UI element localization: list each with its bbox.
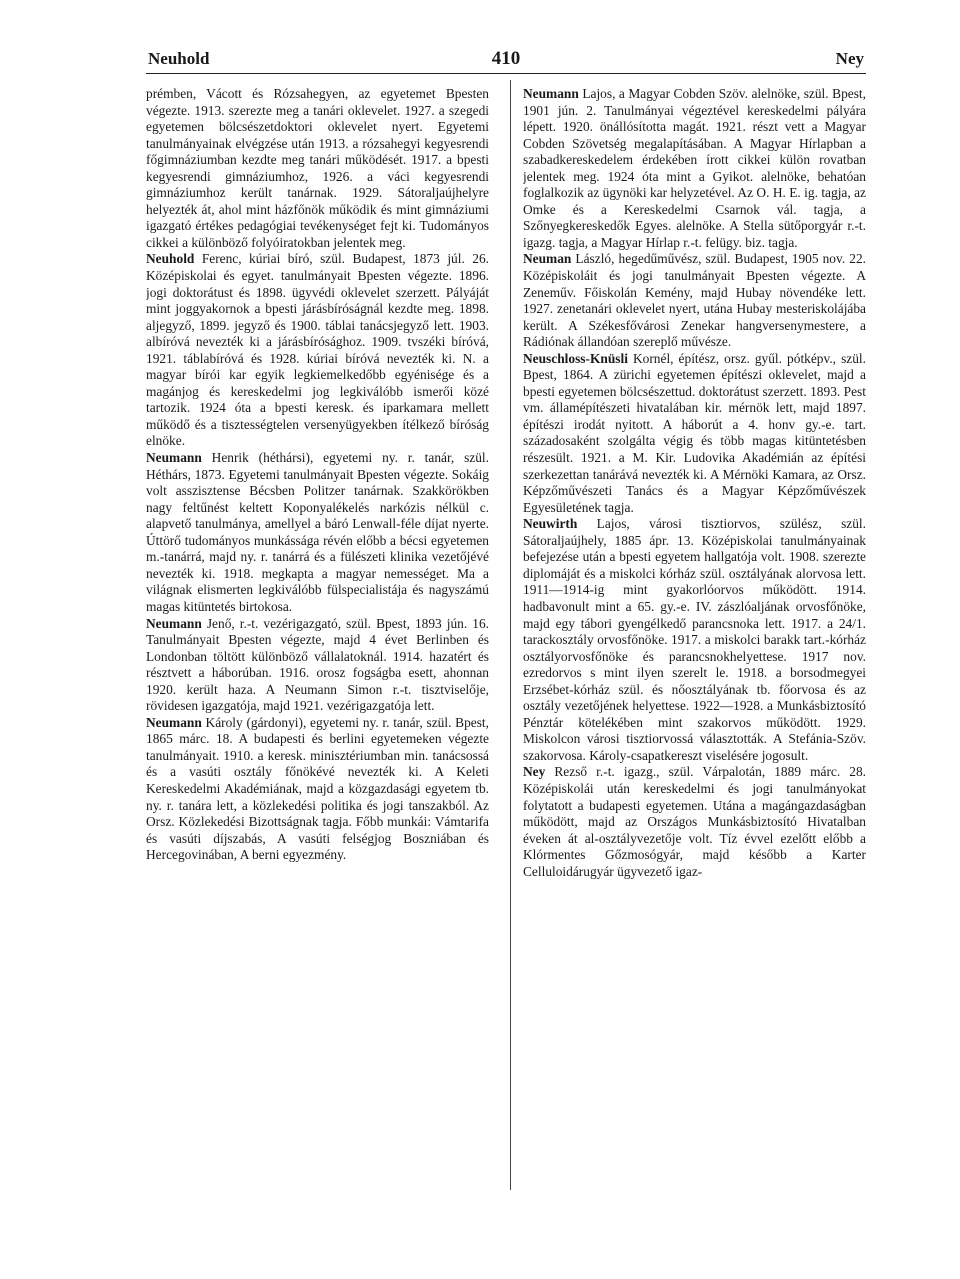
entry-headword: Neuhold: [146, 251, 195, 267]
entry-text: Lajos, a Magyar Cobden Szöv. alelnöke, szül. Bpest, 1901 jún. 2. Tanulmányai végeztével kereskedelmi pályára lépett. 1920. önállósította magát. 1921. részt vett a Magyar Cobden Szövetség megalapításában. A Magyar Hírlapban a szabadkereskedelem érdekében írott cikkei külön rovatban jelentek meg. 1924 óta mint a Gyikot. alelnöke, behatóan foglalkozik az ügynöki kar helyzetével. Az O. H. E. ig. tagja, az Omke és a Kereskedelmi Csarnok vál. tagja, a Szőnyegkereskedők Egyes. alelnöke. A Stella sütőporgyár r.-t. igazg. tagja, a Magyar Hírlap r.-t. felügy. biz. tagja.: [523, 86, 866, 250]
entry-headword: Neumann: [146, 450, 202, 466]
entry-ney-rezso: [523, 764, 866, 880]
entry-text: Jenő, r.-t. vezérigazgató, szül. Bpest, 1893 jún. 16. Tanulmányait Bpesten végezte, majd 4 évet Berlinben és Londonban töltött különböző vállalatoknál. 1914. hazatért és résztvett a háborúban. 1916. orosz fogságba esett, ahonnan 1920. került haza. A Neumann Simon r.-t. tisztviselője, rövidesen igazgatója, majd 1921. vezérigazgatója lett.: [146, 615, 489, 714]
entry-neuschloss-knusli-kornel: [523, 351, 866, 516]
header-right-headword: Ney: [835, 49, 864, 68]
entry-neuhold-ferenc: [146, 251, 489, 450]
entry-neumann-jeno: [146, 616, 489, 715]
entry-text: Ferenc, kúriai bíró, szül. Budapest, 1873 júl. 26. Középiskolai és egyet. tanulmányait Bpesten végezte. 1896. jogi doktorátust és 1898. ügyvédi oklevelet szerzett. Pályáját mint joggyakornok a bpesti járásbíróságnál kezdte meg. 1898. aljegyző, 1899. jegyző és 1900. táblai tanácsjegyző lett. 1903. albíróvá nevezték ki a járásbírósághoz. 1909. tvszéki bíróvá, 1921. táblabíróvá és 1928. kúriai bíróvá nevezték ki. N. a magyar bírói kar egyik legkiemelkedőbb egyénisége és a magánjog és kereskedelmi jog legkiválóbb ismerői közé tartozik. 1924 óta a bpesti keresk. és iparkamara mellett működő és a tisztességtelen versenyügyekben ítélkező bíróság elnöke.: [146, 251, 489, 449]
entry-headword: Neuman: [523, 251, 572, 267]
header-left-headword: Neuhold: [148, 49, 210, 68]
entry-headword: Ney: [523, 764, 546, 780]
entry-neuwirth-lajos: [523, 516, 866, 764]
entry-headword: Neuschloss-Knüsli: [523, 350, 628, 366]
entry-text: Lajos, városi tisztiorvos, szülész, szül. Sátoraljaújhely, 1885 ápr. 13. Középiskolai tanulmányainak befejezése után a bpesti egyetem hallgatója volt. 1908. szerezte diplomáját és a miskolci kórház szül. osztályának alorvosa lett. 1911—1914-ig mint gyakorlóorvos működött. 1914. hadbavonult mint a 65. gy.-e. IV. zászlóaljának orvosfőnöke, majd egy tábori gyengélkedő parancsnoka lett. 1917. a 24/1. tarackosztály orvosfőnöke. 1917. a miskolci barakk tart.-kórház osztályorvosfőnöke és parancsnokhelyettese. 1917 nov. ezredorvos s mint ilyen szerelt le. 1918. a borsodmegyei Erzsébet-kórház szül. és nőosztályának tb. főorvosa és az osztály vezetőjének helyettese. 1922—1928. a Munkásbiztosító Pénztár kötelékében mint szakorvos működött. 1929. Miskolcon városi tisztiorvossá választották. A Stefánia-Szöv. szakorvosa. Károly-csapatkereszt viselésére jogosult.: [523, 516, 866, 763]
entry-neumann-lajos: [523, 86, 866, 251]
column-divider: [510, 80, 511, 1190]
page-number: 410: [491, 48, 521, 69]
right-column: [523, 86, 866, 1216]
entry-neumann-henrik: [146, 450, 489, 615]
entry-text: Kornél, építész, orsz. gyűl. pótképv., szül. Bpest, 1864. A zürichi egyetemen építészi oklevelet, majd a bpesti egyetemen bölcsészettud. doktorátust szerzett. 1893. Pest vm. államépítészeti hivatalában kir. mérnök lett, majd 1897. építészi irodát nyitott. A háborút a 4. honv gy.-e. tart. századosaként szolgálta végig és több magas kitüntetésben részesült. 1921. a M. Kir. Ludovika Akadémián az építési szerkezettan tanárává nevezték ki. A Mérnöki Kamara, az Orsz. Képzőművészeti Tanács és a Magyar Képzőművészek Egyesületének tagja.: [523, 350, 866, 515]
entry-headword: Neumann: [146, 714, 202, 730]
entry-text: Henrik (héthársi), egyetemi ny. r. tanár, szül. Héthárs, 1873. Egyetemi tanulmányait Bpesten végezte. Sokáig volt asszisztense Bécsben Politzer tanárnak. Szakkörökben nagy feltűnést keltett Koponyalékelés narkózis nélkül c. alapvető tanulmánya, amellyel a báró Lenwall-féle díjat nyerte. Úttörő tudományos munkássága révén előbb a bécsi egyetemen m.-tanárrá, majd ny. r. tanárrá és a fülészeti klinika vezetőjévé nevezték ki. 1918. megkapta a magyar nemességet. Ma a világnak elismerten legkiválóbb fülspecialistája és nagyszámú magas kitüntetés birtokosa.: [146, 450, 489, 614]
entry-text: László, hegedűművész, szül. Budapest, 1905 nov. 22. Középiskoláit és jogi tanulmányait Bpesten végezte. A Zeneműv. Főiskolán Kemény, majd Hubay növendéke lett. 1927. zenetanári oklevelet nyert, utána Hubay mesteriskolájába került. A Székesfővárosi Zenekar hangversenymestere, a Rádiónak állandóan szereplő művésze.: [523, 251, 866, 350]
entry-text: Rezső r.-t. igazg., szül. Várpalotán, 1889 márc. 28. Középiskolái után kereskedelmi és jogi tanulmányokat folytatott a budapesti egyetemen. Utána a magángazdaságban működött, majd az Országos Munkásbiztosító Hivatalban éveken át al-osztályvezetője volt. Tíz évvel ezelőtt előbb a Klórmentes Gőzmosógyár, majd később a Karter Celluloidárugyár ügyvezető igaz-: [523, 764, 866, 879]
entry-continuation: [146, 86, 489, 251]
entry-neumann-karoly: [146, 715, 489, 864]
entry-neuman-laszlo: [523, 251, 866, 350]
entry-text: prémben, Vácott és Rózsahegyen, az egyetemet Bpesten végezte. 1913. szerezte meg a tanári oklevelet. 1927. a szegedi egyetemen bölcsészetdoktori oklevelet nyert. Egyetemi tanulmányainak elvégzése után 1913. a rózsahegyi kegyesrendi főgimnáziumban kezdte meg tanári működését. 1917. a bpesti kegyesrendi gimnáziumhoz, 1926. a váci kegyesrendi gimnáziumhoz került tanárnak. 1929. Sátoraljaújhelyre helyezték át, ahol mint házfőnök működik és mint gimnáziumi igazgató értékes pedagógiai tevékenységet fejt ki. Tudományos cikkei a különböző folyóiratokban jelentek meg.: [146, 86, 489, 250]
entry-headword: Neumann: [146, 615, 202, 631]
running-header: [146, 49, 866, 74]
entry-headword: Neuwirth: [523, 516, 578, 532]
left-column: [146, 86, 489, 1216]
entry-text: Károly (gárdonyi), egyetemi ny. r. tanár, szül. Bpest, 1865 márc. 18. A budapesti és berlini egyetemeken végezte tanulmányait. 1910. a keresk. minisztériumban min. tanácsossá és a vasúti osztály főnökévé nevezték ki. A Keleti Kereskedelmi Akadémiának, majd a közgazdasági egyetem tb. ny. r. tanára lett, a közlekedési politika és jogi tanszakból. Az Orsz. Közlekedési Bizottságnak tagja. Főbb munkái: Vámtarifa és vasúti díjszabás, A vasúti felségjog Boszniában és Hercegovinában, A berni egyezmény.: [146, 714, 489, 863]
entry-headword: Neumann: [523, 86, 579, 101]
